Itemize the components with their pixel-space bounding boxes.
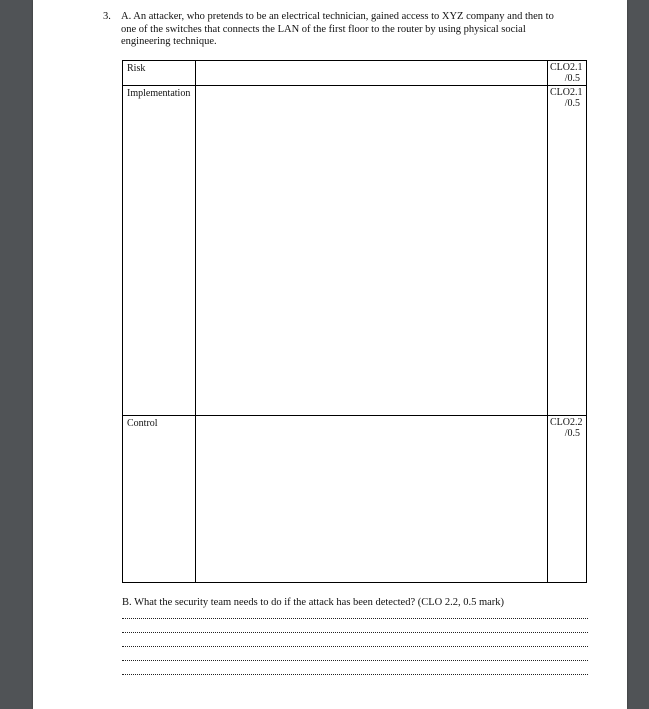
table-row-implementation xyxy=(123,86,587,416)
mark-cell-control xyxy=(548,416,587,583)
document-page xyxy=(33,0,627,709)
answer-line[interactable] xyxy=(122,618,588,619)
question-part-a-text: A. An attacker, who pretends to be an electrical technician, gained access to XYZ company and then to one of the switches that connects the LAN of the first floor to the router by using physical social engineering technique. xyxy=(121,11,554,47)
mark-value-control: /0.5 xyxy=(564,428,580,439)
mark-cell-risk xyxy=(548,61,587,86)
clo-code-control: CLO2.2 xyxy=(550,417,583,428)
answer-line[interactable] xyxy=(122,674,588,675)
table-row-risk xyxy=(123,61,587,86)
question-number: 3. xyxy=(103,11,111,22)
question-part-b-text: B. What the security team needs to do if the attack has been detected? (CLO 2.2, 0.5 mark) xyxy=(122,597,505,608)
clo-code-risk: CLO2.1 xyxy=(550,62,583,73)
answer-cell-control[interactable] xyxy=(196,416,548,583)
row-label-control: Control xyxy=(123,416,196,583)
row-label-implementation: Implementation xyxy=(123,86,196,416)
mark-value-risk: /0.5 xyxy=(564,73,580,84)
mark-value-implementation: /0.5 xyxy=(564,98,580,109)
answer-line[interactable] xyxy=(122,646,588,647)
table-row-control xyxy=(123,416,587,583)
answer-table xyxy=(122,60,587,583)
answer-line[interactable] xyxy=(122,632,588,633)
mark-cell-implementation xyxy=(548,86,587,416)
answer-line[interactable] xyxy=(122,660,588,661)
answer-cell-risk[interactable] xyxy=(196,61,548,86)
row-label-risk: Risk xyxy=(123,61,196,86)
answer-cell-implementation[interactable] xyxy=(196,86,548,416)
clo-code-implementation: CLO2.1 xyxy=(550,87,583,98)
